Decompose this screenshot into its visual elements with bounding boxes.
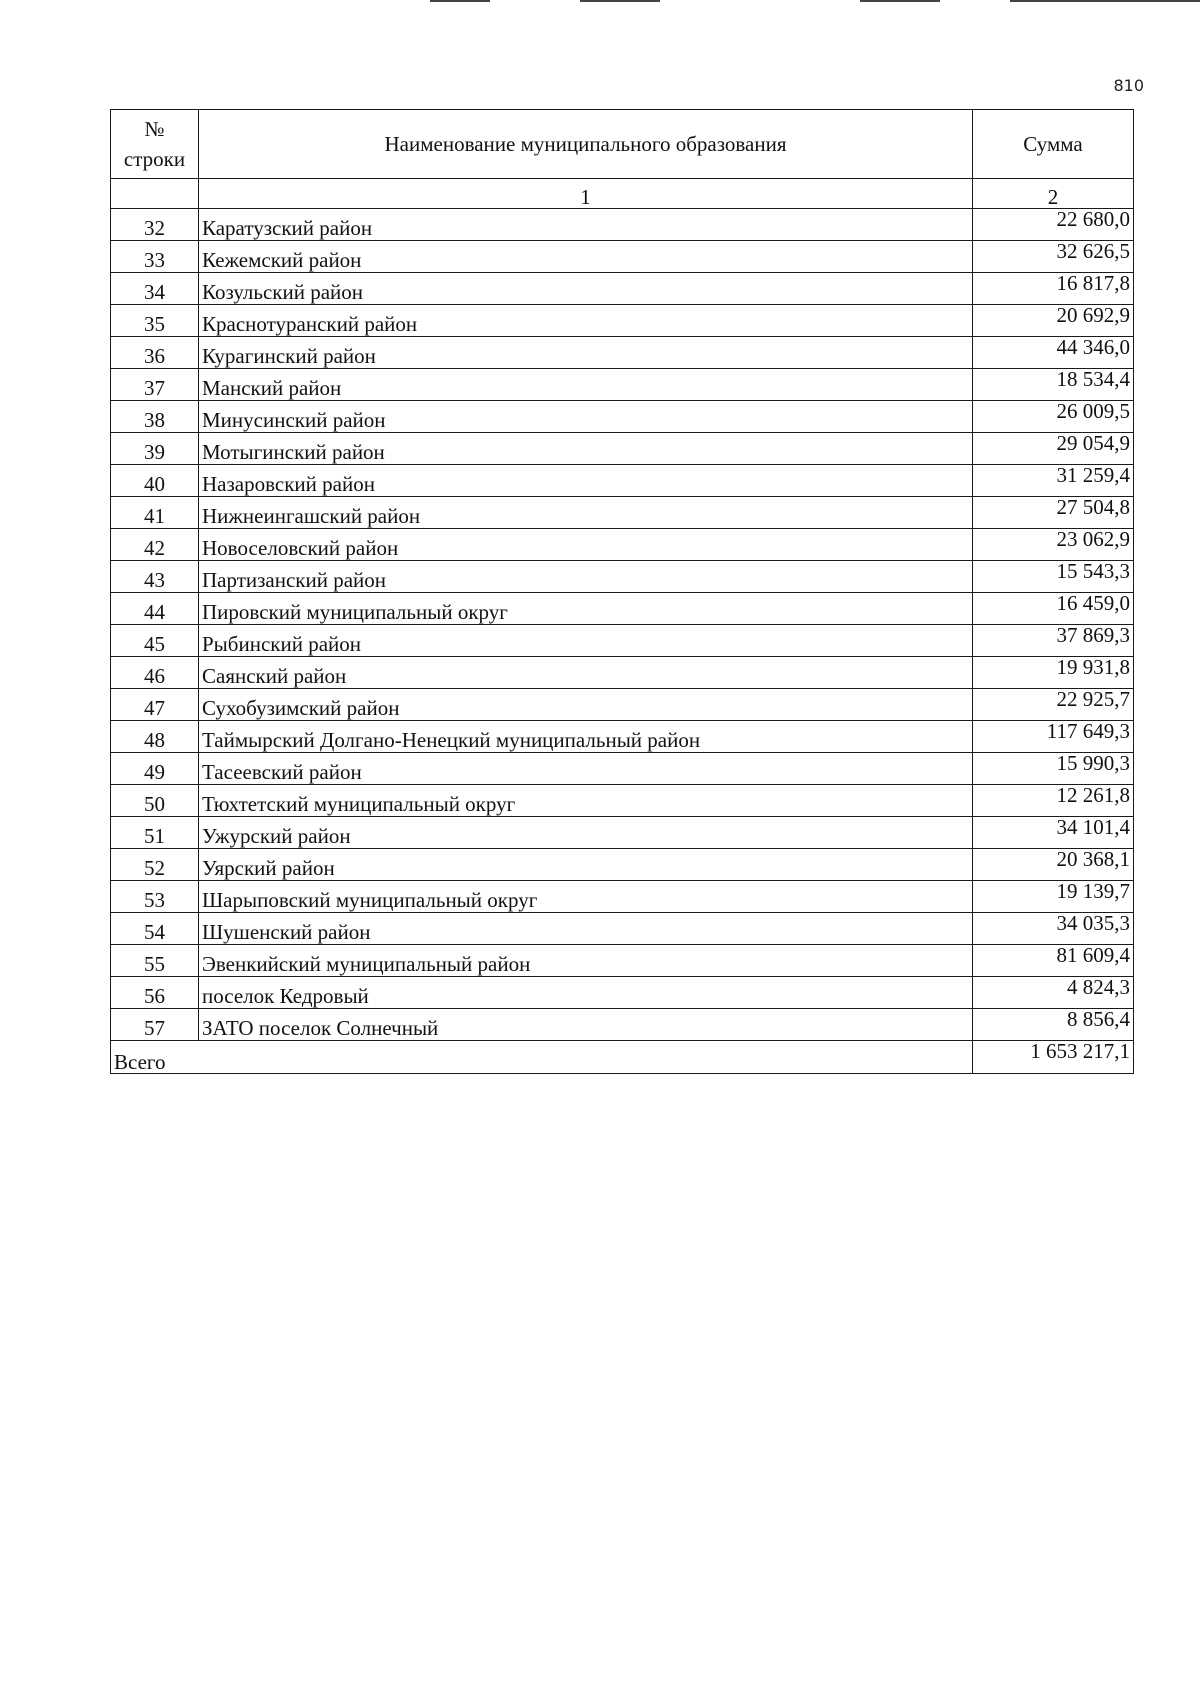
municipality-name-cell: Манский район [199, 369, 973, 401]
row-number-cell: 35 [111, 305, 199, 337]
municipality-name-cell: Партизанский район [199, 561, 973, 593]
municipality-name-cell: Козульский район [199, 273, 973, 305]
sum-cell: 16 817,8 [973, 273, 1134, 305]
table-row [111, 273, 1134, 305]
table-row [111, 849, 1134, 881]
table-row [111, 401, 1134, 433]
sum-cell: 81 609,4 [973, 945, 1134, 977]
sum-cell: 34 035,3 [973, 913, 1134, 945]
allocation-table [110, 109, 1134, 1074]
row-number-cell: 55 [111, 945, 199, 977]
scan-mark [430, 0, 490, 2]
column-index-sum: 2 [973, 179, 1134, 209]
table-row [111, 433, 1134, 465]
row-number-cell: 32 [111, 209, 199, 241]
municipality-name-cell: Мотыгинский район [199, 433, 973, 465]
row-number-cell: 51 [111, 817, 199, 849]
table-row [111, 593, 1134, 625]
sum-cell: 16 459,0 [973, 593, 1134, 625]
row-number-cell: 48 [111, 721, 199, 753]
sum-cell: 19 931,8 [973, 657, 1134, 689]
table-row [111, 977, 1134, 1009]
sum-cell: 117 649,3 [973, 721, 1134, 753]
row-number-cell: 54 [111, 913, 199, 945]
table-row [111, 945, 1134, 977]
municipality-name-cell: Саянский район [199, 657, 973, 689]
sum-cell: 23 062,9 [973, 529, 1134, 561]
total-sum: 1 653 217,1 [973, 1041, 1134, 1074]
row-number-cell: 45 [111, 625, 199, 657]
municipality-name-cell: поселок Кедровый [199, 977, 973, 1009]
sum-cell: 4 824,3 [973, 977, 1134, 1009]
row-number-cell: 46 [111, 657, 199, 689]
table-body [111, 209, 1134, 1041]
sum-cell: 22 925,7 [973, 689, 1134, 721]
municipality-name-cell: Нижнеингашский район [199, 497, 973, 529]
row-number-cell: 42 [111, 529, 199, 561]
municipality-name-cell: Тюхтетский муниципальный округ [199, 785, 973, 817]
row-number-cell: 53 [111, 881, 199, 913]
sum-cell: 32 626,5 [973, 241, 1134, 273]
sum-cell: 34 101,4 [973, 817, 1134, 849]
table-row [111, 241, 1134, 273]
table-row [111, 625, 1134, 657]
header-municipality-name: Наименование муниципального образования [199, 110, 973, 179]
municipality-name-cell: Новоселовский район [199, 529, 973, 561]
scan-edge-marks [0, 0, 1200, 6]
row-number-cell: 57 [111, 1009, 199, 1041]
scan-mark [860, 0, 940, 2]
sum-cell: 22 680,0 [973, 209, 1134, 241]
table-row [111, 529, 1134, 561]
table-row [111, 1009, 1134, 1041]
table-row [111, 913, 1134, 945]
municipality-name-cell: Краснотуранский район [199, 305, 973, 337]
column-index-num [111, 179, 199, 209]
municipality-name-cell: Сухобузимский район [199, 689, 973, 721]
table-row [111, 465, 1134, 497]
row-number-cell: 36 [111, 337, 199, 369]
row-number-cell: 34 [111, 273, 199, 305]
sum-cell: 29 054,9 [973, 433, 1134, 465]
municipality-name-cell: Уярский район [199, 849, 973, 881]
sum-cell: 15 990,3 [973, 753, 1134, 785]
total-row [111, 1041, 1134, 1074]
header-sum: Сумма [973, 110, 1134, 179]
table-row [111, 721, 1134, 753]
row-number-cell: 33 [111, 241, 199, 273]
column-index-name: 1 [199, 179, 973, 209]
sum-cell: 20 692,9 [973, 305, 1134, 337]
row-number-cell: 41 [111, 497, 199, 529]
table-row [111, 817, 1134, 849]
municipality-name-cell: Рыбинский район [199, 625, 973, 657]
table-row [111, 785, 1134, 817]
row-number-cell: 52 [111, 849, 199, 881]
sum-cell: 44 346,0 [973, 337, 1134, 369]
sum-cell: 31 259,4 [973, 465, 1134, 497]
row-number-cell: 50 [111, 785, 199, 817]
page-number: 810 [1113, 76, 1144, 95]
total-label: Всего [111, 1041, 973, 1074]
sum-cell: 12 261,8 [973, 785, 1134, 817]
scan-mark [1010, 0, 1200, 2]
sum-cell: 19 139,7 [973, 881, 1134, 913]
municipality-name-cell: Эвенкийский муниципальный район [199, 945, 973, 977]
row-number-cell: 47 [111, 689, 199, 721]
row-number-cell: 43 [111, 561, 199, 593]
table-row [111, 561, 1134, 593]
municipality-name-cell: Шушенский район [199, 913, 973, 945]
sum-cell: 18 534,4 [973, 369, 1134, 401]
sum-cell: 20 368,1 [973, 849, 1134, 881]
row-number-cell: 44 [111, 593, 199, 625]
municipality-name-cell: Пировский муниципальный округ [199, 593, 973, 625]
municipality-name-cell: Назаровский район [199, 465, 973, 497]
column-index-row [111, 179, 1134, 209]
table-row [111, 689, 1134, 721]
row-number-cell: 49 [111, 753, 199, 785]
table-header-row [111, 110, 1134, 179]
municipality-name-cell: Курагинский район [199, 337, 973, 369]
municipality-name-cell: ЗАТО поселок Солнечный [199, 1009, 973, 1041]
municipality-name-cell: Ужурский район [199, 817, 973, 849]
sum-cell: 8 856,4 [973, 1009, 1134, 1041]
sum-cell: 37 869,3 [973, 625, 1134, 657]
sum-cell: 27 504,8 [973, 497, 1134, 529]
table-row [111, 305, 1134, 337]
municipality-name-cell: Минусинский район [199, 401, 973, 433]
sum-cell: 26 009,5 [973, 401, 1134, 433]
header-row-number: № строки [111, 110, 199, 179]
table-row [111, 369, 1134, 401]
table-row [111, 337, 1134, 369]
table-row [111, 753, 1134, 785]
municipality-name-cell: Тасеевский район [199, 753, 973, 785]
row-number-cell: 39 [111, 433, 199, 465]
table-row [111, 881, 1134, 913]
municipality-name-cell: Шарыповский муниципальный округ [199, 881, 973, 913]
row-number-cell: 40 [111, 465, 199, 497]
table-row [111, 657, 1134, 689]
sum-cell: 15 543,3 [973, 561, 1134, 593]
table-row [111, 497, 1134, 529]
scan-mark [580, 0, 660, 2]
row-number-cell: 56 [111, 977, 199, 1009]
municipality-name-cell: Таймырский Долгано-Ненецкий муниципальный район [199, 721, 973, 753]
municipality-name-cell: Каратузский район [199, 209, 973, 241]
row-number-cell: 37 [111, 369, 199, 401]
row-number-cell: 38 [111, 401, 199, 433]
municipality-name-cell: Кежемский район [199, 241, 973, 273]
table-row [111, 209, 1134, 241]
